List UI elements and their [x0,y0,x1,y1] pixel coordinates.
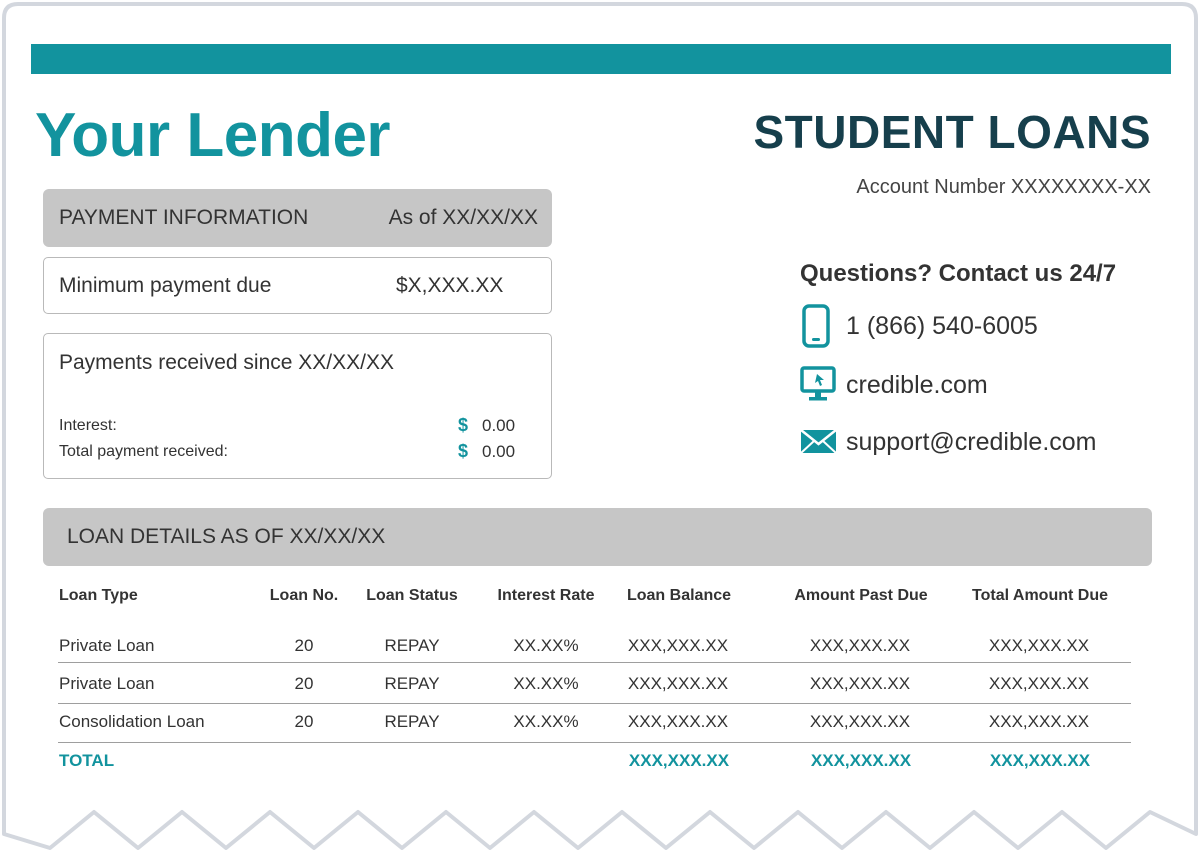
minimum-payment-label: Minimum payment due [59,274,272,297]
row-divider [58,742,1131,743]
monitor-icon [800,366,838,404]
payments-received-title: Payments received since XX/XX/XX [59,351,394,374]
col-header-interest-rate: Interest Rate [497,587,595,604]
loan-details-header [43,508,1152,566]
col-header-loan-type: Loan Type [59,587,138,604]
table-cell: XXX,XXX.XX [627,674,729,693]
table-cell: XXX,XXX.XX [627,636,729,655]
table-cell: XXX,XXX.XX [988,674,1090,693]
table-cell: XXX,XXX.XX [809,636,911,655]
minimum-payment-value: $X,XXX.XX [396,274,504,297]
table-cell: Private Loan [59,674,155,693]
col-header-loan-balance: Loan Balance [626,587,732,604]
col-header-loan-no: Loan No. [269,587,339,604]
table-cell: 20 [294,712,314,731]
table-cell: XXX,XXX.XX [988,636,1090,655]
table-cell: XXX,XXX.XX [627,712,729,731]
contact-heading: Questions? Contact us 24/7 [800,260,1117,287]
envelope-icon [800,425,838,455]
table-cell: XX.XX% [513,712,579,731]
total-payment-label: Total payment received: [59,443,228,460]
interest-value: 0.00 [482,416,516,435]
col-header-loan-status: Loan Status [366,587,458,604]
table-cell: REPAY [384,674,440,693]
total-amount-due: XXX,XXX.XX [989,751,1091,770]
lender-name: Your Lender [35,101,391,170]
payment-info-date: As of XX/XX/XX [388,206,538,229]
col-header-amount-past-due: Amount Past Due [794,587,928,604]
row-divider [58,703,1131,704]
product-title: STUDENT LOANS [753,106,1151,158]
minimum-payment-box [43,257,552,314]
loan-details-heading: LOAN DETAILS AS OF XX/XX/XX [67,525,386,548]
total-amount-past-due: XXX,XXX.XX [810,751,912,770]
payment-info-heading: PAYMENT INFORMATION [59,206,309,229]
total-label: TOTAL [59,751,115,770]
phone-number[interactable]: 1 (866) 540-6005 [846,312,1038,340]
table-cell: 20 [294,636,314,655]
interest-label: Interest: [59,417,117,434]
interest-currency: $ [458,415,469,435]
payment-info-header [43,189,552,247]
table-cell: REPAY [384,636,440,655]
table-cell: XX.XX% [513,636,579,655]
col-header-total-amount-due: Total Amount Due [972,587,1108,604]
email-link[interactable]: support@credible.com [846,428,1097,456]
website-link[interactable]: credible.com [846,371,988,399]
table-cell: XXX,XXX.XX [809,674,911,693]
table-cell: 20 [294,674,314,693]
total-loan-balance: XXX,XXX.XX [628,751,730,770]
table-cell: XX.XX% [513,674,579,693]
payments-received-box [43,333,552,479]
total-payment-value: 0.00 [482,442,516,461]
table-cell: Consolidation Loan [59,712,205,731]
table-cell: XXX,XXX.XX [988,712,1090,731]
table-cell: REPAY [384,712,440,731]
account-number: Account Number XXXXXXXX-XX [856,176,1151,198]
table-cell: XXX,XXX.XX [809,712,911,731]
phone-icon [800,304,832,348]
row-divider [58,662,1131,663]
header-accent-bar [31,44,1171,74]
total-payment-currency: $ [458,441,469,461]
table-cell: Private Loan [59,636,155,655]
